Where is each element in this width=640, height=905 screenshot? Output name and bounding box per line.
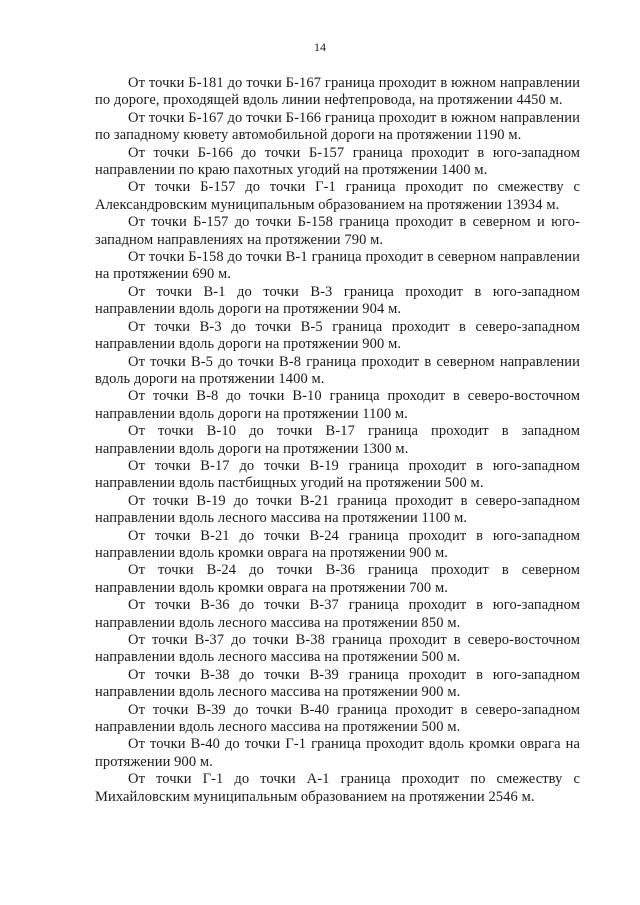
paragraph-boundary-v5-v8: От точки В-5 до точки В-8 граница проходит в северном направлении вдоль дороги на протяжении 1400 м.	[95, 353, 580, 387]
paragraph-boundary-b158-v1: От точки Б-158 до точки В-1 граница проходит в северном направлении на протяжении 690 м.	[95, 249, 580, 283]
paragraph-boundary-v40-g1: От точки В-40 до точки Г-1 граница проходит вдоль кромки оврага на протяжении 900 м.	[95, 736, 580, 770]
paragraph-boundary-b157-g1: От точки Б-157 до точки Г-1 граница проходит по смежеству с Александровским муниципальным образованием на протяжении 13934 м.	[95, 179, 580, 213]
paragraph-boundary-b166-b157: От точки Б-166 до точки Б-157 граница проходит в юго-западном направлении по краю пахотных угодий на протяжении 1400 м.	[95, 144, 580, 179]
paragraph-boundary-v1-v3: От точки В-1 до точки В-3 граница проходит в юго-западном направлении вдоль дороги на протяжении 904 м.	[95, 283, 580, 318]
paragraph-boundary-v38-v39: От точки В-38 до точки В-39 граница проходит в юго-западном направлении вдоль лесного массива на протяжении 900 м.	[95, 666, 580, 701]
paragraph-boundary-b167-b166: От точки Б-167 до точки Б-166 граница проходит в южном направлении по западному кювету автомобильной дороги на протяжении 1190 м.	[95, 109, 580, 144]
paragraph-boundary-v39-v40: От точки В-39 до точки В-40 граница проходит в северо-западном направлении вдоль лесного массива на протяжении 500 м.	[95, 701, 580, 736]
paragraph-boundary-g1-a1: От точки Г-1 до точки А-1 граница проходит по смежеству с Михайловским муниципальным образованием на протяжении 2546 м.	[95, 771, 580, 805]
paragraph-boundary-v37-v38: От точки В-37 до точки В-38 граница проходит в северо-восточном направлении вдоль лесного массива на протяжении 500 м.	[95, 632, 580, 666]
paragraph-boundary-b181-b167: От точки Б-181 до точки Б-167 граница проходит в южном направлении по дороге, проходящей вдоль линии нефтепровода, на протяжении 4450 м.	[95, 75, 580, 109]
paragraph-boundary-v21-v24: От точки В-21 до точки В-24 граница проходит в юго-западном направлении вдоль кромки оврага на протяжении 900 м.	[95, 527, 580, 561]
paragraph-boundary-v24-v36: От точки В-24 до точки В-36 граница проходит в северном направлении вдоль кромки оврага на протяжении 700 м.	[95, 562, 580, 596]
paragraph-boundary-v36-v37: От точки В-36 до точки В-37 граница проходит в юго-западном направлении вдоль лесного массива на протяжении 850 м.	[95, 597, 580, 631]
document-body	[95, 75, 580, 806]
paragraph-boundary-v10-v17: От точки В-10 до точки В-17 граница проходит в западном направлении вдоль дороги на протяжении 1300 м.	[95, 423, 580, 457]
paragraph-boundary-v19-v21: От точки В-19 до точки В-21 граница проходит в северо-западном направлении вдоль лесного массива на протяжении 1100 м.	[95, 492, 580, 527]
paragraph-boundary-v3-v5: От точки В-3 до точки В-5 граница проходит в северо-западном направлении вдоль дороги на протяжении 900 м.	[95, 318, 580, 353]
paragraph-boundary-v17-v19: От точки В-17 до точки В-19 граница проходит в юго-западном направлении вдоль пастбищных угодий на протяжении 500 м.	[95, 457, 580, 492]
paragraph-boundary-b157-b158: От точки Б-157 до точки Б-158 граница проходит в северном и юго-западном направлениях на протяжении 790 м.	[95, 214, 580, 248]
page-number: 14	[314, 40, 326, 54]
paragraph-boundary-v8-v10: От точки В-8 до точки В-10 граница проходит в северо-восточном направлении вдоль дороги на протяжении 1100 м.	[95, 388, 580, 422]
